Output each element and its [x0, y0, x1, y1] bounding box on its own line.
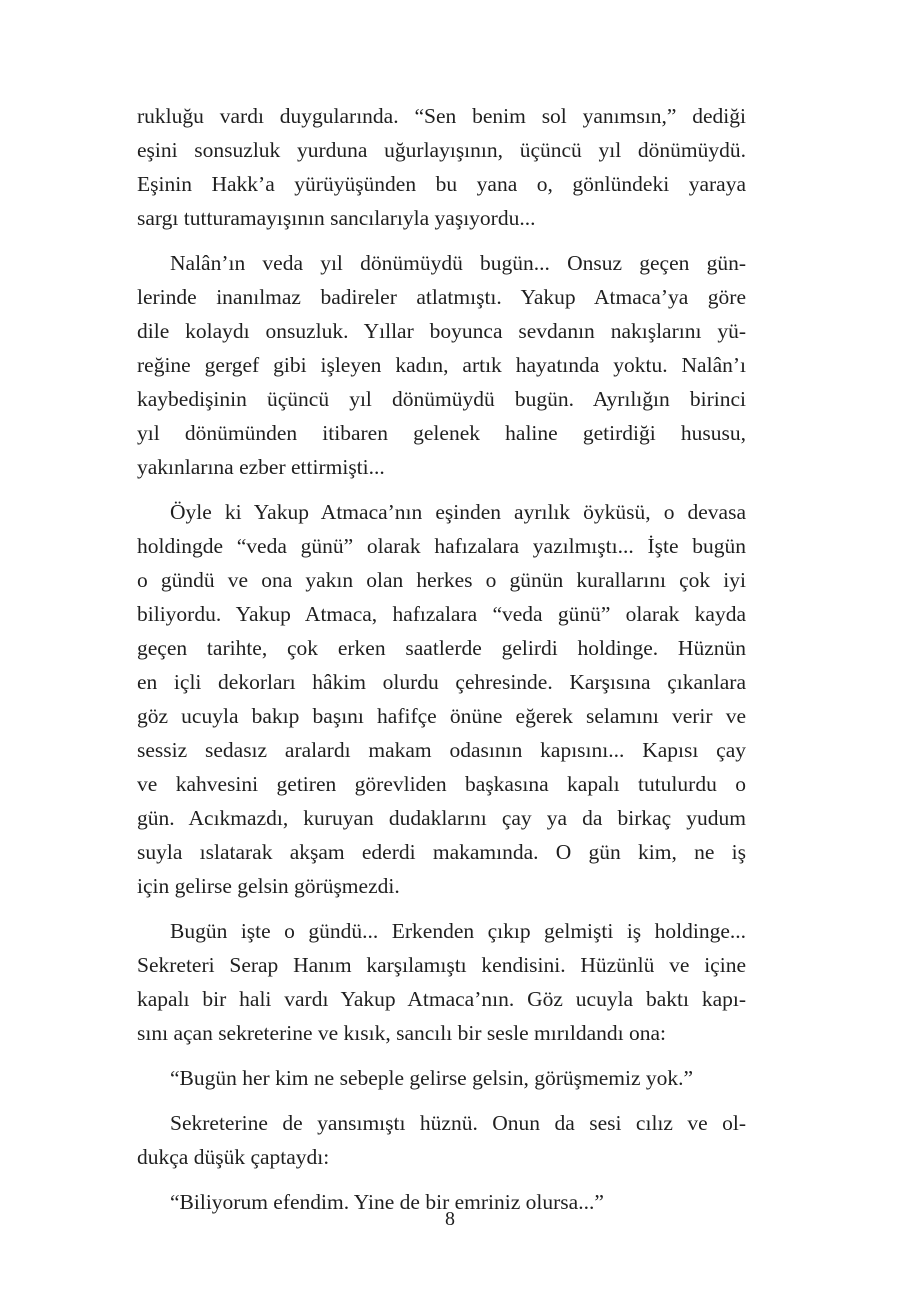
text-line: kaybedişinin üçüncü yıl dönümüydü bugün. Ayrılığın birinci: [137, 387, 746, 411]
text-line: ve kahvesini getiren görevliden başkasına kapalı tutulurdu o: [137, 772, 746, 796]
text-line: sessiz sedasız aralardı makam odasının kapısını... Kapısı çay: [137, 738, 746, 762]
text-line: için gelirse gelsin görüşmezdi.: [137, 874, 400, 898]
text-line: Sekreterine de yansımıştı hüznü. Onun da sesi cılız ve ol-: [170, 1111, 746, 1135]
text-line: kapalı bir hali vardı Yakup Atmaca’nın. Göz ucuyla baktı kapı-: [137, 987, 746, 1011]
text-line: dukça düşük çaptaydı:: [137, 1145, 330, 1169]
text-line: sını açan sekreterine ve kısık, sancılı bir sesle mırıldandı ona:: [137, 1021, 666, 1045]
paragraph-dialogue: [137, 1061, 746, 1095]
text-line: o gündü ve ona yakın olan herkes o günün kurallarını çok iyi: [137, 568, 746, 592]
text-line: dile kolaydı onsuzluk. Yıllar boyunca sevdanın nakışlarını yü-: [137, 319, 746, 343]
paragraph: [137, 246, 746, 484]
body-text: [137, 99, 746, 1230]
paragraph: [137, 914, 746, 1050]
text-line: “Biliyorum efendim. Yine de bir emriniz olursa...”: [170, 1190, 604, 1214]
text-line: gün. Acıkmazdı, kuruyan dudaklarını çay ya da birkaç yudum: [137, 806, 746, 830]
text-line: yakınlarına ezber ettirmişti...: [137, 455, 385, 479]
paragraph: [137, 99, 746, 235]
text-line: rukluğu vardı duygularında. “Sen benim sol yanımsın,” dediği: [137, 104, 746, 128]
text-line: yıl dönümünden itibaren gelenek haline getirdiği hususu,: [137, 421, 746, 445]
text-line: sargı tutturamayışının sancılarıyla yaşıyordu...: [137, 206, 536, 230]
text-line: göz ucuyla bakıp başını hafifçe önüne eğerek selamını verir ve: [137, 704, 746, 728]
text-line: “Bugün her kim ne sebeple gelirse gelsin, görüşmemiz yok.”: [170, 1066, 694, 1090]
text-line: reğine gergef gibi işleyen kadın, artık hayatında yoktu. Nalân’ı: [137, 353, 746, 377]
paragraph: [137, 495, 746, 903]
text-line: biliyordu. Yakup Atmaca, hafızalara “veda günü” olarak kayda: [137, 602, 746, 626]
text-line: Bugün işte o gündü... Erkenden çıkıp gelmişti iş holdinge...: [170, 919, 746, 943]
text-line: en içli dekorları hâkim olurdu çehresinde. Karşısına çıkanlara: [137, 670, 746, 694]
paragraph: [137, 1106, 746, 1174]
text-line: Sekreteri Serap Hanım karşılamıştı kendisini. Hüzünlü ve içine: [137, 953, 746, 977]
page-number: 8: [445, 1208, 455, 1230]
text-line: Nalân’ın veda yıl dönümüydü bugün... Onsuz geçen gün-: [170, 251, 746, 275]
text-line: suyla ıslatarak akşam ederdi makamında. O gün kim, ne iş: [137, 840, 746, 864]
text-line: lerinde inanılmaz badireler atlatmıştı. Yakup Atmaca’ya göre: [137, 285, 746, 309]
text-line: Öyle ki Yakup Atmaca’nın eşinden ayrılık öyküsü, o devasa: [170, 500, 746, 524]
text-line: Eşinin Hakk’a yürüyüşünden bu yana o, gönlündeki yaraya: [137, 172, 746, 196]
text-line: geçen tarihte, çok erken saatlerde gelirdi holdinge. Hüznün: [137, 636, 746, 660]
text-line: eşini sonsuzluk yurduna uğurlayışının, üçüncü yıl dönümüydü.: [137, 138, 746, 162]
text-line: holdingde “veda günü” olarak hafızalara yazılmıştı... İşte bugün: [137, 534, 746, 558]
